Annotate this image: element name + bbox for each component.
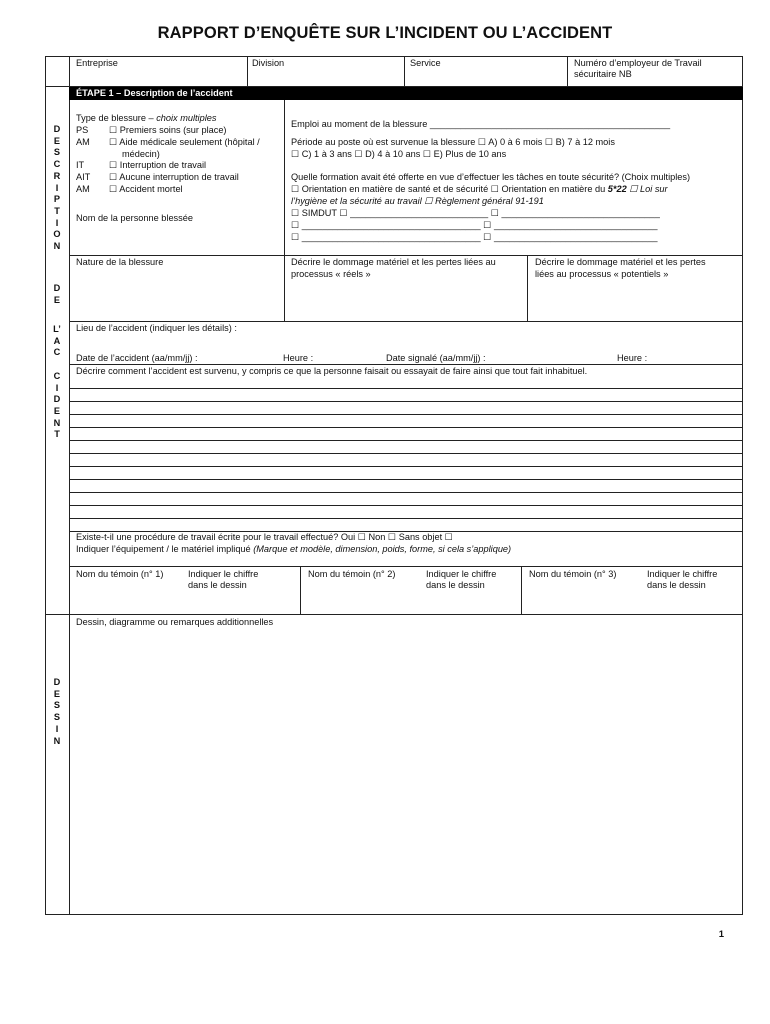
injury-option-no-interruption[interactable]: ☐ Aucune interruption de travail [109,172,239,182]
injury-code: AIT [76,172,91,182]
accident-time-label: Heure : [283,353,314,363]
witness-2-name-label: Nom du témoin (n° 2) [308,569,396,579]
training-options-line3[interactable]: l’hygiène et la sécurité au travail ☐ Règlement général 91-191 [291,196,544,206]
injury-option-work-interruption[interactable]: ☐ Interruption de travail [109,160,207,170]
reported-time-label: Heure : [617,353,648,363]
accident-date-label: Date de l’accident (aa/mm/jj) : [76,353,198,363]
period-options-line2[interactable]: ☐ C) 1 à 3 ans ☐ D) 4 à 10 ans ☐ E) Plus de 10 ans [291,149,507,159]
step1-banner [69,87,743,100]
entreprise-label: Entreprise [76,58,118,68]
injury-option-medical-aid-cont: médecin) [122,149,160,159]
damage-potential-label-line2: liées au processus « potentiels » [535,269,669,279]
procedure-question[interactable]: Existe-t-il une procédure de travail écrite pour le travail effectué? Oui ☐ Non ☐ Sans objet ☐ [76,532,453,542]
reported-date-label: Date signalé (aa/mm/jj) : [386,353,486,363]
job-field[interactable]: Emploi au moment de la blessure _______________________________________________ [291,119,671,129]
employer-number-label-line2: sécuritaire NB [574,69,632,79]
service-label: Service [410,58,441,68]
period-options[interactable]: Période au poste où est survenue la blessure ☐ A) 0 à 6 mois ☐ B) 7 à 12 mois [291,137,615,147]
witness-3-indicator-label: Indiquer le chiffre [647,569,718,579]
injury-option-first-aid[interactable]: ☐ Premiers soins (sur place) [109,125,227,135]
equipment-label: Indiquer l’équipement / le matériel impliqué (Marque et modèle, dimension, poids, forme, si cela s’applique) [76,544,512,554]
employer-number-label: Numéro d’employeur de Travail [574,58,702,68]
page-title: RAPPORT D’ENQUÊTE SUR L’INCIDENT OU L’ACCIDENT [157,24,613,42]
witness-3-indicator-label-line2: dans le dessin [647,580,706,590]
training-options-line4[interactable]: ☐ SIMDUT ☐ ___________________________ ☐ _______________________________ [291,208,660,218]
vertical-label-laccident: L’ A C C I D E N T [53,324,61,440]
injury-option-fatal[interactable]: ☐ Accident mortel [109,184,183,194]
injury-type-label: Type de blessure – choix multiples [76,113,217,123]
damage-real-label-line2: processus « réels » [291,269,371,279]
witness-1-indicator-label: Indiquer le chiffre [188,569,259,579]
drawing-area-label: Dessin, diagramme ou remarques additionnelles [76,617,274,627]
division-label: Division [252,58,285,68]
injury-code: PS [76,125,89,135]
accident-location-label: Lieu de l’accident (indiquer les détails) : [76,323,237,333]
witness-2-indicator-label-line2: dans le dessin [426,580,485,590]
injury-code: AM [76,137,90,147]
drawing-area[interactable] [70,632,742,913]
injury-option-medical-aid[interactable]: ☐ Aide médicale seulement (hôpital / [109,137,260,147]
vertical-label-description: D E S C R I P T I O N [53,124,61,252]
witness-1-name-label: Nom du témoin (n° 1) [76,569,164,579]
vertical-label-dessin: D E S S I N [53,677,61,746]
injury-code: AM [76,184,90,194]
vertical-label-de: D E [53,283,61,305]
step1-label: ÉTAPE 1 – Description de l’accident [76,88,233,98]
injured-person-name-label: Nom de la personne blessée [76,213,193,223]
witness-1-indicator-label-line2: dans le dessin [188,580,247,590]
witness-2-indicator-label: Indiquer le chiffre [426,569,497,579]
witness-3-name-label: Nom du témoin (n° 3) [529,569,617,579]
training-options-line5[interactable]: ☐ ___________________________________ ☐ ________________________________ [291,220,658,230]
page-number: 1 [718,929,724,940]
damage-real-label: Décrire le dommage matériel et les pertes liées au [291,257,496,267]
injury-nature-label: Nature de la blessure [76,257,164,267]
training-options[interactable]: ☐ Orientation en matière de santé et de sécurité ☐ Orientation en matière du 5*22 ☐ Loi sur [291,184,668,194]
injury-code: IT [76,160,85,170]
training-question: Quelle formation avait été offerte en vue d’effectuer les tâches en toute sécurité? (Choix multiples) [291,172,691,182]
damage-potential-label: Décrire le dommage matériel et les pertes [535,257,706,267]
training-options-line6[interactable]: ☐ ___________________________________ ☐ ________________________________ [291,232,658,242]
describe-accident-label: Décrire comment l’accident est survenu, y compris ce que la personne faisait ou essayait de faire ainsi que tout fait inhabituel. [76,366,588,376]
